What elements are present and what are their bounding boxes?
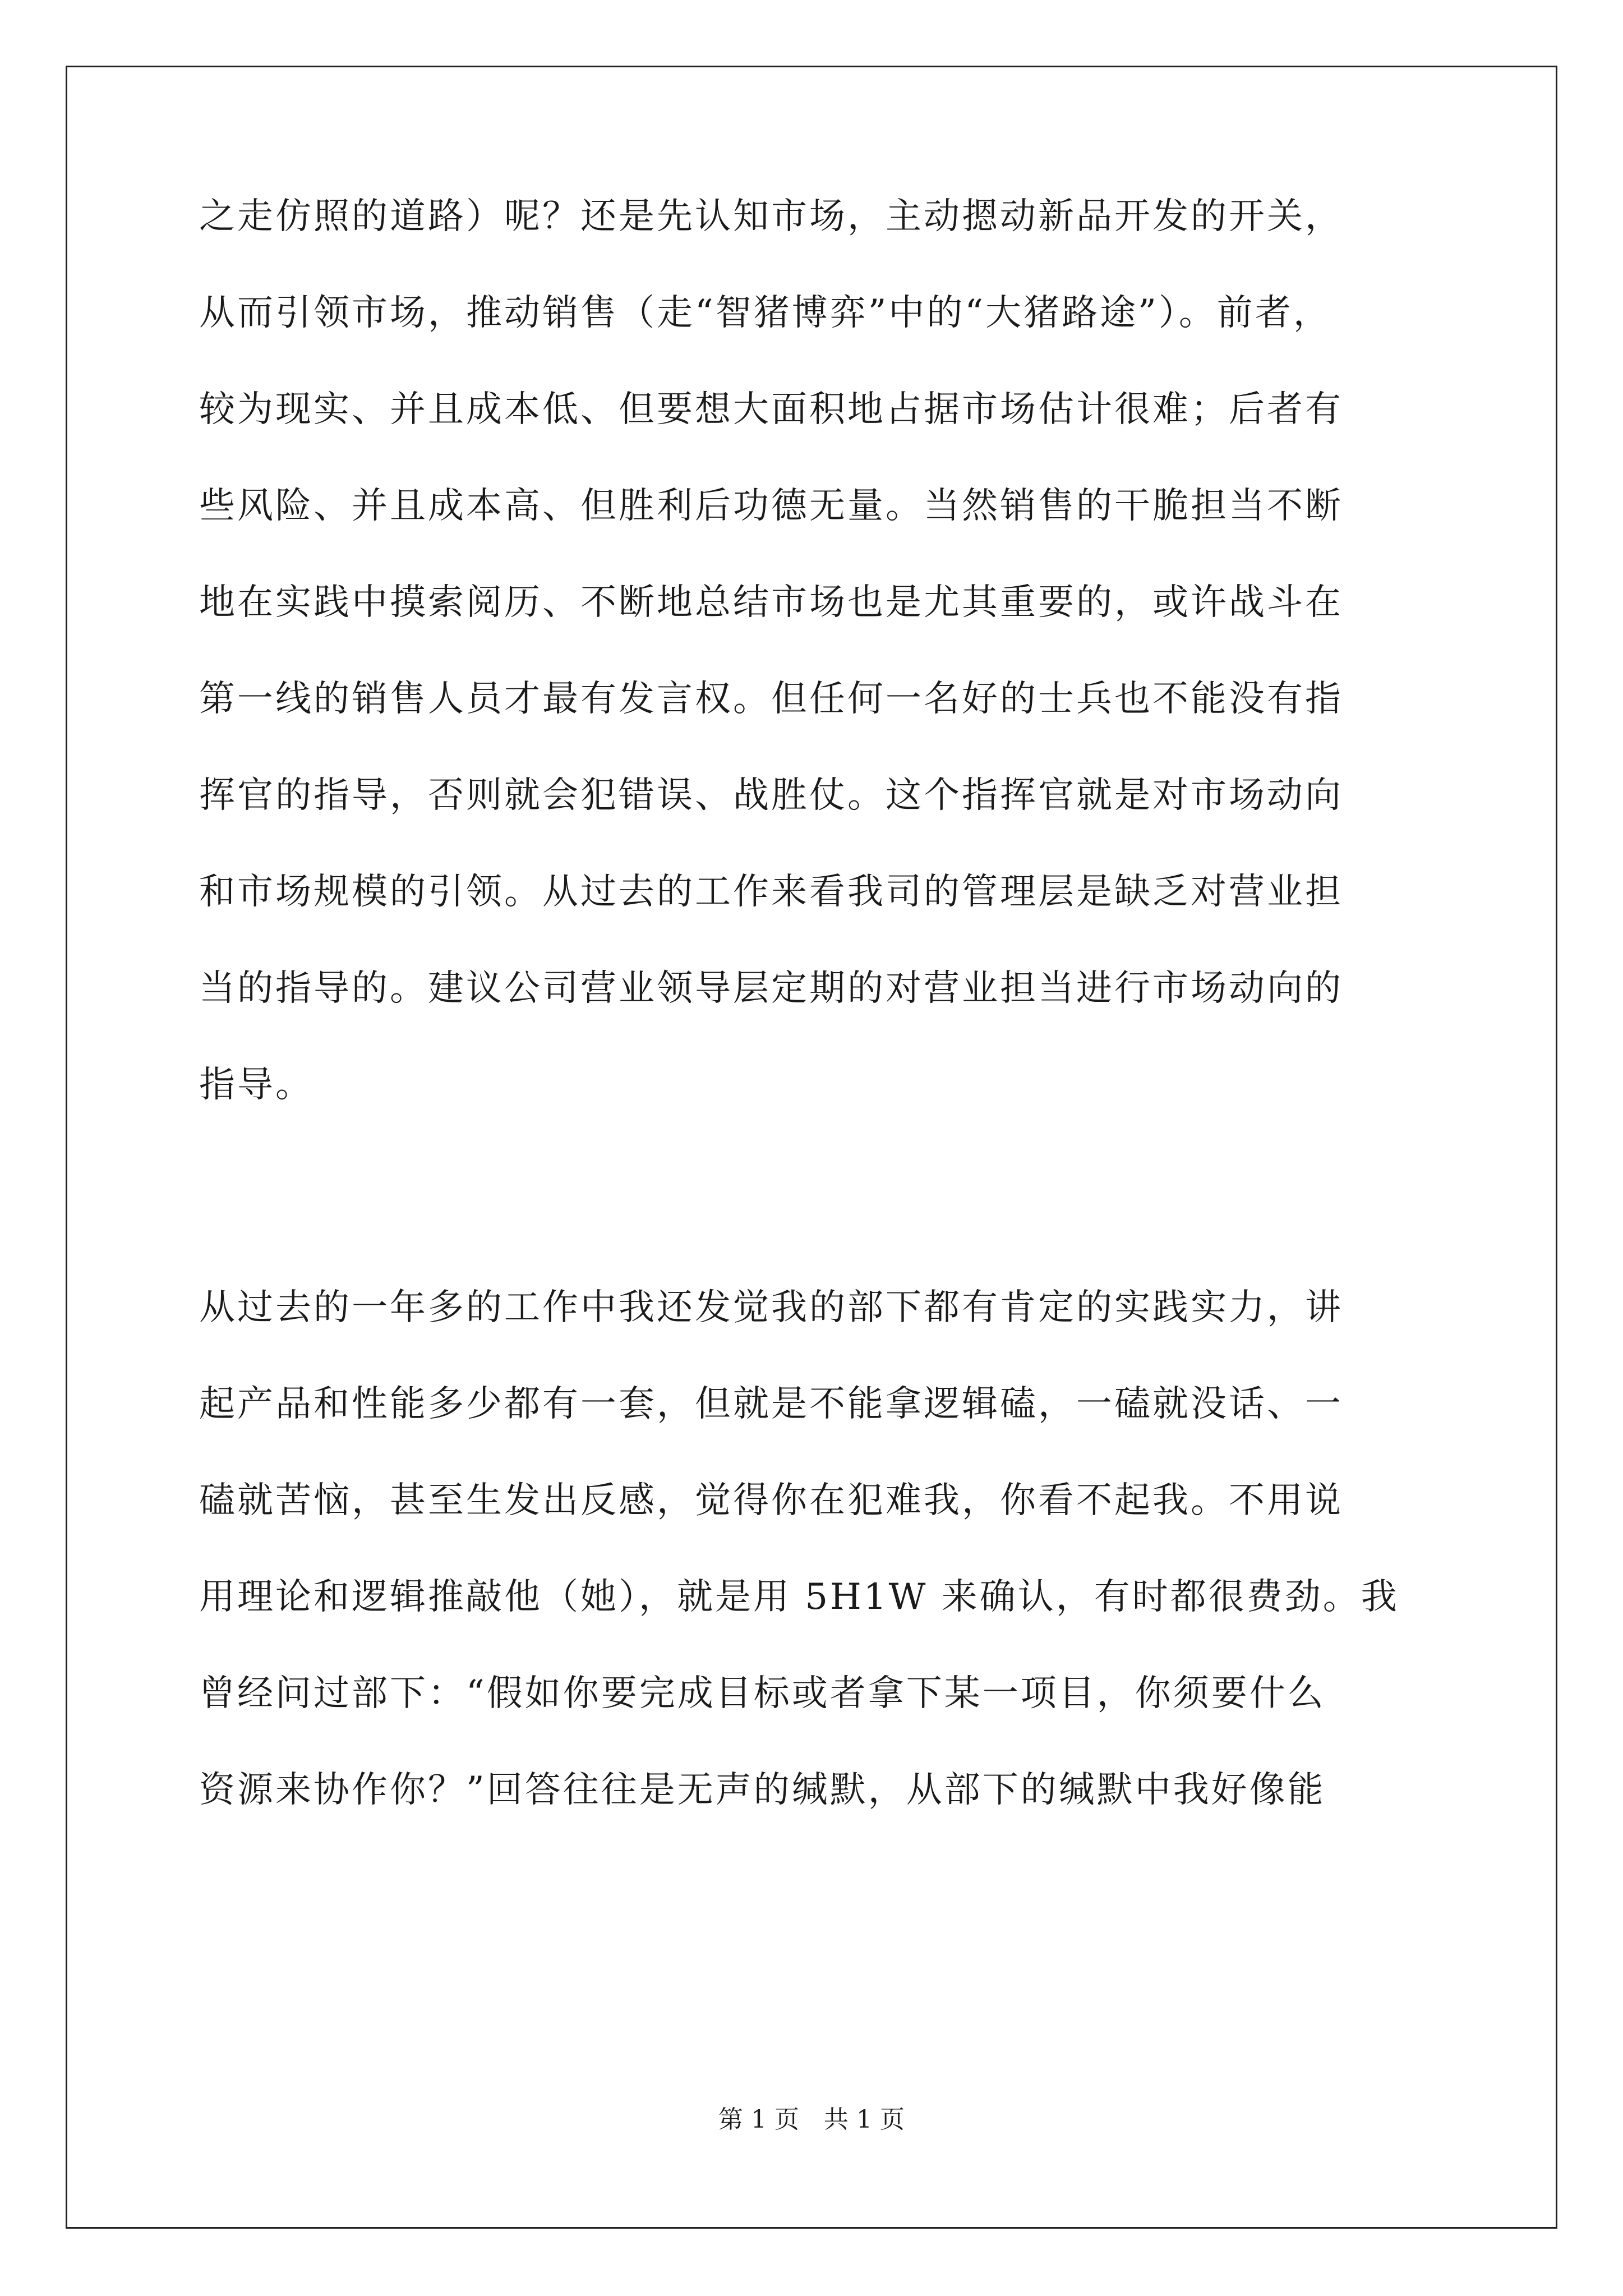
- text-line: 用理论和逻辑推敲他（她），就是用 5H1W 来确认，有时都很费劲。我: [199, 1576, 1399, 1618]
- text-line: 资源来协作你？”回答往往是无声的缄默，从部下的缄默中我好像能: [199, 1769, 1326, 1811]
- paragraph-1: [199, 168, 1433, 1133]
- text-line: 从而引领市场，推动销售（走“智猪博弈”中的“大猪路途”）。前者，: [199, 292, 1331, 334]
- text-line: 第一线的销售人员才最有发言权。但任何一名好的士兵也不能没有指: [199, 678, 1343, 720]
- text-line: 之走仿照的道路）呢？还是先认知市场，主动摁动新品开发的开关，: [199, 196, 1343, 237]
- text-line: 挥官的指导，否则就会犯错误、战胜仗。这个指挥官就是对市场动向: [199, 775, 1343, 816]
- text-line: 和市场规模的引领。从过去的工作来看我司的管理层是缺乏对营业担: [199, 871, 1343, 913]
- page-number-label: 第 1 页 共 1 页: [718, 2105, 905, 2134]
- page-footer: [0, 2099, 1623, 2135]
- paragraph-spacer: [199, 1133, 1433, 1259]
- text-line: 磕就苦恼，甚至生发出反感，觉得你在犯难我，你看不起我。不用说: [199, 1480, 1343, 1521]
- text-line: 指导。: [199, 1064, 313, 1106]
- text-line: 些风险、并且成本高、但胜利后功德无量。当然销售的干脆担当不断: [199, 485, 1343, 527]
- text-line: 曾经问过部下：“假如你要完成目标或者拿下某一项目，你须要什么: [199, 1673, 1326, 1714]
- text-line: 地在实践中摸索阅历、不断地总结市场也是尤其重要的，或许战斗在: [199, 582, 1343, 623]
- text-line: 起产品和性能多少都有一套，但就是不能拿逻辑磕，一磕就没话、一: [199, 1383, 1343, 1425]
- document-body: [199, 168, 1433, 1838]
- text-line: 较为现实、并且成本低、但要想大面积地占据市场估计很难；后者有: [199, 389, 1343, 430]
- text-line: 从过去的一年多的工作中我还发觉我的部下都有肯定的实践实力，讲: [199, 1287, 1343, 1328]
- paragraph-2: [199, 1259, 1433, 1838]
- text-line: 当的指导的。建议公司营业领导层定期的对营业担当进行市场动向的: [199, 968, 1343, 1009]
